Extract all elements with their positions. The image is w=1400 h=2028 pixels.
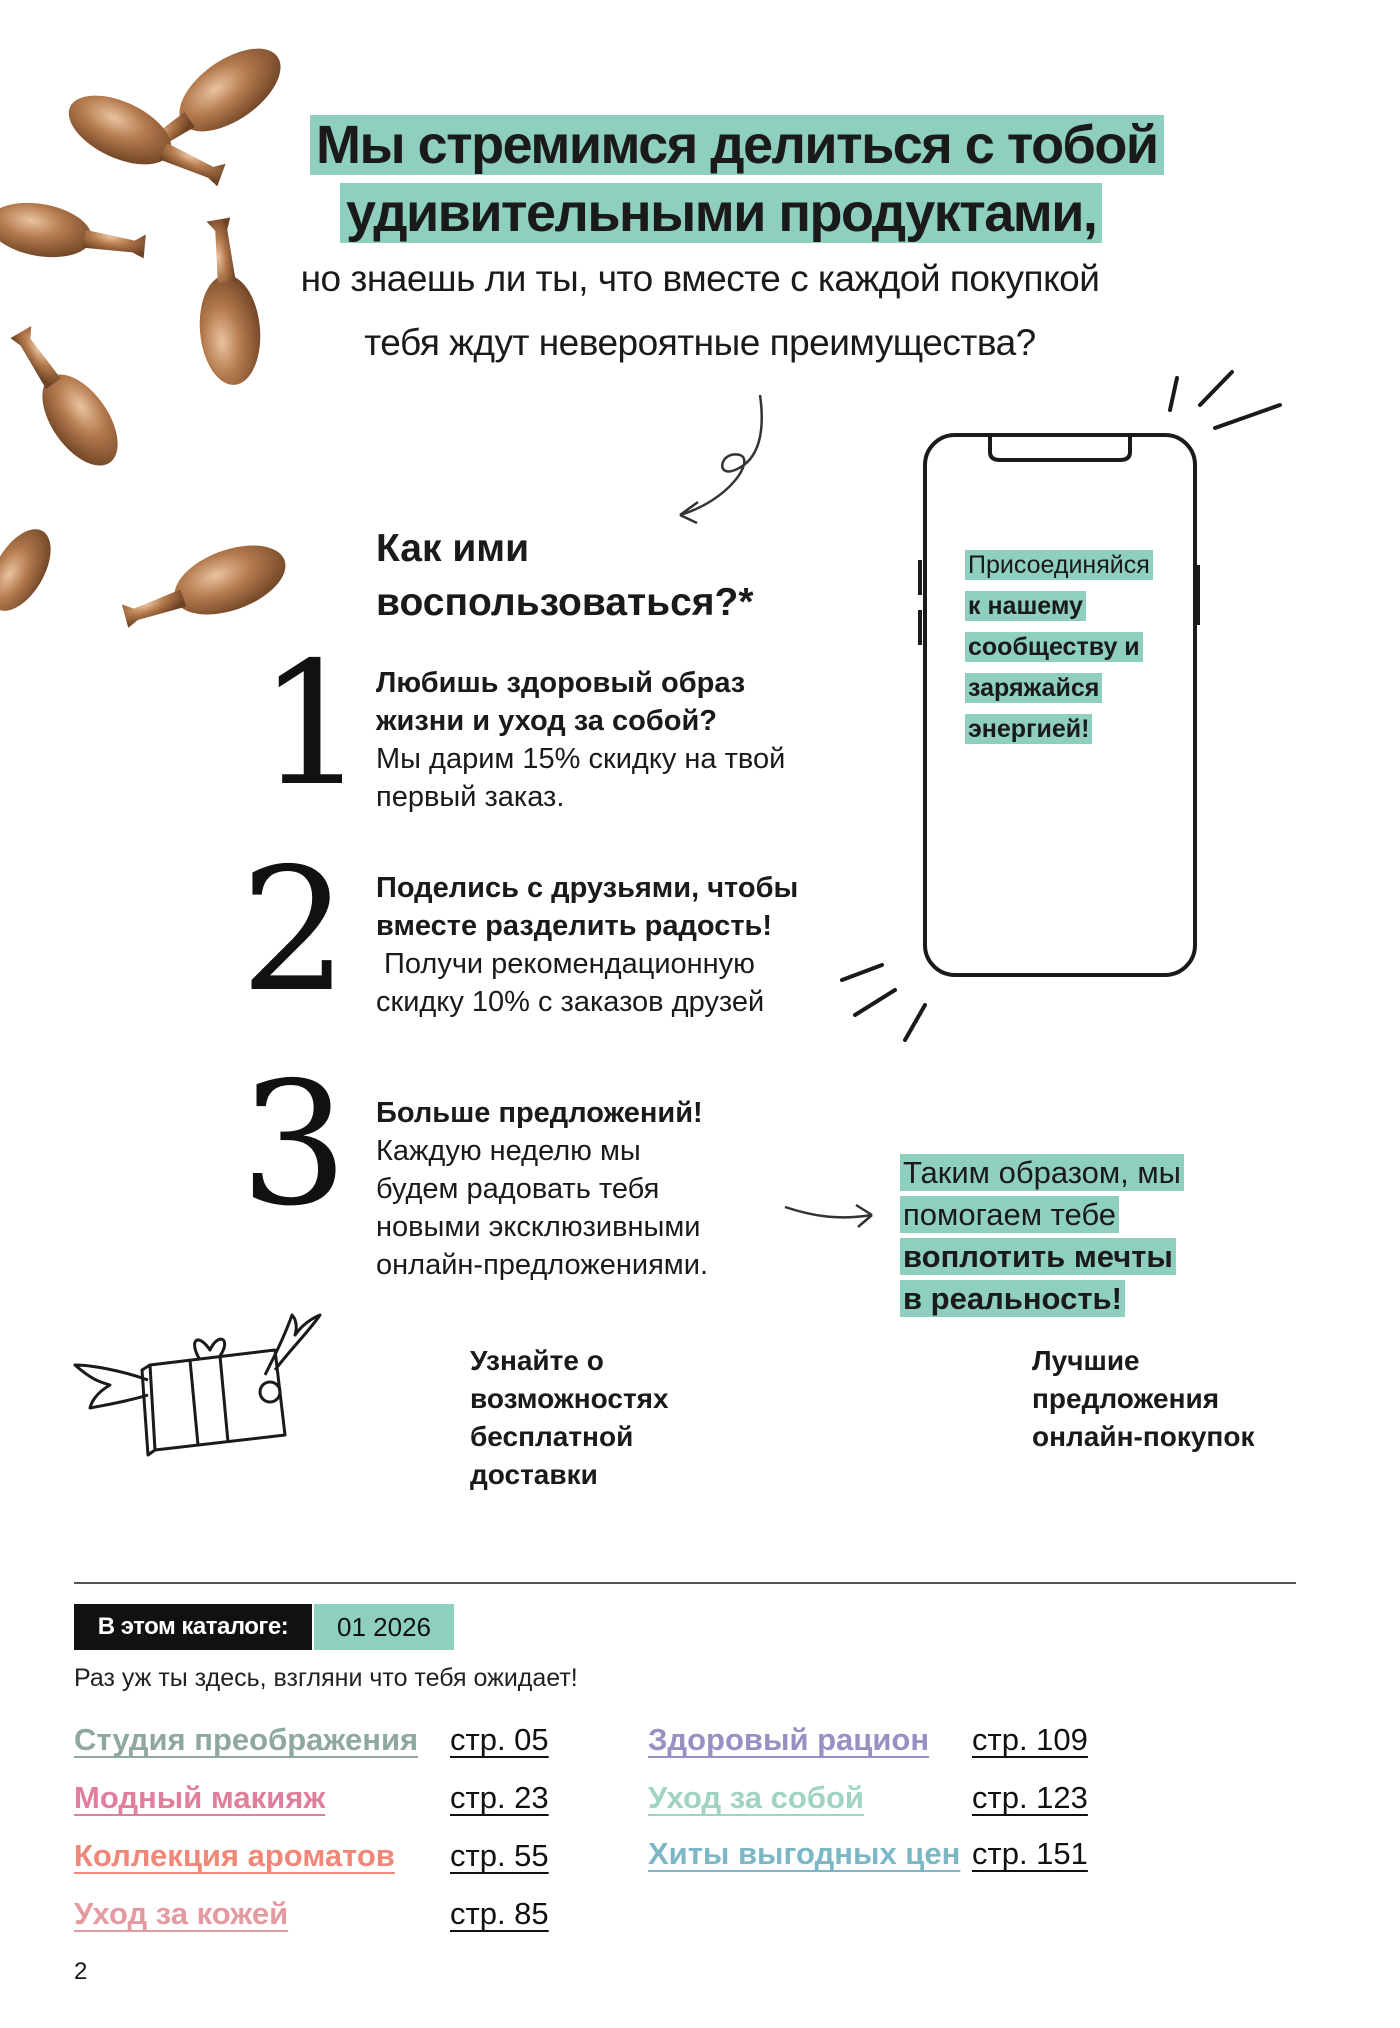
- catalog-issue-text: 01 2026: [337, 1612, 431, 1642]
- feature-delivery-2: возможностях: [470, 1383, 669, 1414]
- feature-offers-1: Лучшие: [1032, 1345, 1140, 1376]
- how-to-line-2: воспользоваться?*: [376, 581, 754, 624]
- step-1-title-2: жизни и уход за собой?: [376, 705, 718, 737]
- phone-message: [965, 545, 1153, 750]
- step-3-body-2: будем радовать тебя: [376, 1173, 660, 1205]
- phone-line-3: сообществу и: [965, 632, 1143, 662]
- toc-link-studio[interactable]: Студия преображения: [74, 1722, 419, 1757]
- phone-line-5: энергией!: [965, 714, 1092, 744]
- capsules-illustration: [0, 0, 340, 640]
- headline-line-1: Мы стремимся делиться с тобой: [310, 115, 1164, 175]
- toc-page-fragrance[interactable]: стр. 55: [450, 1838, 549, 1873]
- subline-2: тебя ждут невероятные преимущества?: [364, 322, 1036, 363]
- divider: [74, 1582, 1296, 1584]
- step-number-3: 3: [240, 1046, 349, 1244]
- arrow-right-icon: [780, 1195, 880, 1235]
- toc-page-selfcare[interactable]: стр. 123: [972, 1780, 1088, 1815]
- catalog-label-text: В этом каталоге:: [97, 1613, 289, 1640]
- phone-line-4: заряжайся: [965, 673, 1102, 703]
- toc-link-fragrance[interactable]: Коллекция ароматов: [74, 1838, 395, 1873]
- toc-link-deals[interactable]: Хиты выгодных цен: [648, 1836, 961, 1871]
- feature-offers-2: предложения: [1032, 1383, 1220, 1414]
- catalog-intro: Раз уж ты здесь, взгляни что тебя ожидает!: [74, 1664, 578, 1692]
- step-3-body-4: онлайн-предложениями.: [376, 1249, 708, 1281]
- conclusion-line-4: в реальность!: [900, 1280, 1125, 1317]
- conclusion-line-3: воплотить мечты: [900, 1238, 1176, 1275]
- step-2-body-1: Получи рекомендационную: [376, 948, 755, 980]
- step-3-title: Больше предложений!: [376, 1097, 703, 1129]
- toc-page-makeup[interactable]: стр. 23: [450, 1780, 549, 1815]
- toc-link-skincare[interactable]: Уход за кожей: [74, 1896, 289, 1931]
- toc-page-nutrition[interactable]: стр. 109: [972, 1722, 1088, 1757]
- catalog-issue: [314, 1604, 454, 1650]
- feature-delivery: [470, 1342, 669, 1494]
- curly-arrow-icon: [660, 390, 780, 530]
- winged-gift-icon: [70, 1310, 330, 1480]
- step-1-body-2: первый заказ.: [376, 781, 565, 813]
- step-3-body-3: новыми эксклюзивными: [376, 1211, 701, 1243]
- step-2-title-1: Поделись с друзьями, чтобы: [376, 872, 799, 904]
- feature-delivery-1: Узнайте о: [470, 1345, 604, 1376]
- step-number-1: 1: [258, 626, 367, 824]
- toc-link-makeup[interactable]: Модный макияж: [74, 1780, 326, 1815]
- feature-offers-3: онлайн-покупок: [1032, 1421, 1255, 1452]
- step-number-2: 2: [240, 832, 349, 1030]
- phone-line-2: к нашему: [965, 591, 1086, 621]
- catalog-label: [74, 1604, 312, 1650]
- toc-link-nutrition[interactable]: Здоровый рацион: [648, 1722, 930, 1757]
- page-number: 2: [74, 1958, 88, 1985]
- step-3: [376, 1094, 708, 1284]
- conclusion-line-1: Таким образом, мы: [900, 1154, 1184, 1191]
- conclusion: [900, 1152, 1184, 1320]
- how-to-line-1: Как ими: [376, 527, 530, 570]
- feature-offers: [1032, 1342, 1254, 1456]
- step-1-title-1: Любишь здоровый образ: [376, 667, 746, 699]
- toc-link-selfcare[interactable]: Уход за собой: [648, 1780, 864, 1815]
- toc-page-studio[interactable]: стр. 05: [450, 1722, 549, 1757]
- toc-page-skincare[interactable]: стр. 85: [450, 1896, 549, 1931]
- phone-line-1: Присоединяйся: [965, 550, 1153, 580]
- step-3-body-1: Каждую неделю мы: [376, 1135, 641, 1167]
- step-1-body-1: Мы дарим 15% скидку на твой: [376, 743, 786, 775]
- toc-page-deals[interactable]: стр. 151: [972, 1836, 1088, 1871]
- step-2-title-2: вместе разделить радость!: [376, 910, 773, 942]
- feature-delivery-4: доставки: [470, 1459, 598, 1490]
- feature-delivery-3: бесплатной: [470, 1421, 634, 1452]
- step-2-body-2: скидку 10% с заказов друзей: [376, 986, 765, 1018]
- conclusion-line-2: помогаем тебе: [900, 1196, 1119, 1233]
- subline-1: но знаешь ли ты, что вместе с каждой покупкой: [300, 258, 1100, 299]
- step-1: [376, 664, 785, 816]
- headline-line-2: удивительными продуктами,: [340, 183, 1102, 243]
- step-2: [376, 869, 798, 1021]
